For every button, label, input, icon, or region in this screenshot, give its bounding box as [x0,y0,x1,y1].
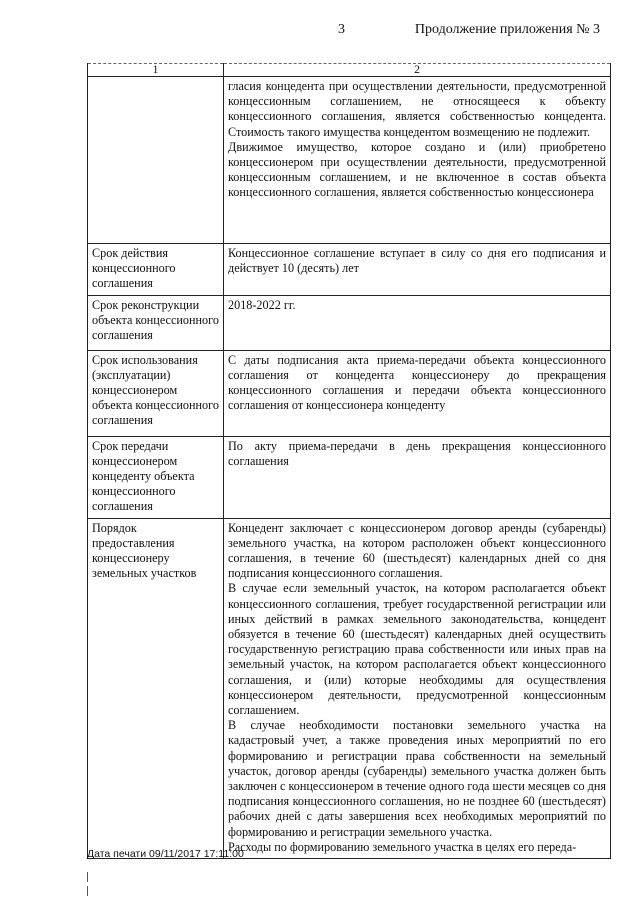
print-date: Дата печати 09/11/2017 17:11:00 [87,848,244,860]
column-header-1: 1 [88,64,224,77]
row-content [224,350,611,436]
paragraph: Концедент заключает с концессионером договор аренды (субаренды) земельного участка, на котором расположен объект концессионного соглашения, в течение 60 (шестьдесят) календарных дней со дня подписания концессионного соглашения. [228,520,606,581]
table-row [88,436,611,518]
paragraph: Концессионное соглашение вступает в силу со дня его подписания и действует 10 (десять) лет [228,246,606,276]
row-content [224,244,611,296]
row-content [224,295,611,350]
row-content [224,436,611,518]
paragraph: гласия концедента при осуществлении деятельности, предусмотренной концессионным соглашением, не относящееся к объекту концессионного соглашения, является собственностью концедента. Стоимость такого имущества концедентом возмещению не подлежит. [228,79,606,139]
row-label: Срок использования (эксплуатации) концессионером объекта концессионного соглашения [88,350,224,436]
page-number: 3 [338,22,345,37]
column-header-2: 2 [224,64,611,77]
paragraph: Расходы по формированию земельного участка в целях его переда- [228,839,577,854]
appendix-label: Продолжение приложения № 3 [414,22,600,37]
paragraph: Движимое имущество, которое создано и (или) приобретено концессионером при осуществлении деятельности, предусмотренной концессионным соглашением, и не включенное в состав объекта концессионного соглашения, является собственностью концессионера [228,139,606,200]
table-row [88,518,611,858]
paragraph: По акту приема-передачи в день прекращения концессионного соглашения [228,438,606,468]
row-label: Порядок предоставления концессионеру земельных участков [88,518,224,858]
row-label: Срок действия концессионного соглашения [88,244,224,296]
paragraph: С даты подписания акта приема-передачи объекта концессионного соглашения от концедента концессионеру до прекращения концессионного соглашения и передачи объекта концессионного соглашения от концессионера концеденту [228,352,606,413]
row-label: Срок передачи концессионером концеденту объекта концессионного соглашения [88,436,224,518]
table-header-row [88,64,611,77]
table-row [88,244,611,296]
document-table [87,63,611,859]
table-row [88,295,611,350]
margin-mark [87,886,88,896]
table-row [88,350,611,436]
margin-mark [87,872,88,882]
paragraph: В случае если земельный участок, на котором располагается объект концессионного соглашения, требует государственной регистрации или иных действий в рамках земельного законодательства, концедент обязуется в течение 60 (шестьдесят) календарных дней осуществить государственную регистрацию права собственности или иных прав на земельный участок, на котором располагается объект концессионного соглашения, и (или) которые необходимы для осуществления концессионером деятельности, предусмотренной концессионным соглашением. [228,581,606,718]
paragraph: 2018-2022 гг. [228,297,296,312]
row-content [224,518,611,858]
row-label: Срок реконструкции объекта концессионного соглашения [88,295,224,350]
table-row [88,77,611,244]
row-content [224,77,611,244]
row-label [88,77,224,244]
paragraph: В случае необходимости постановки земельного участка на кадастровый учет, а также проведения иных мероприятий по его формированию и регистрации права собственности на земельный участок, договор аренды (субаренды) земельного участка должен быть заключен с концессионером в течение одного года шести месяцев со дня подписания концессионного соглашения, но не позднее 60 (шестьдесят) рабочих дней с даты завершения всех необходимых мероприятий по формированию и регистрации земельного участка. [228,718,606,839]
